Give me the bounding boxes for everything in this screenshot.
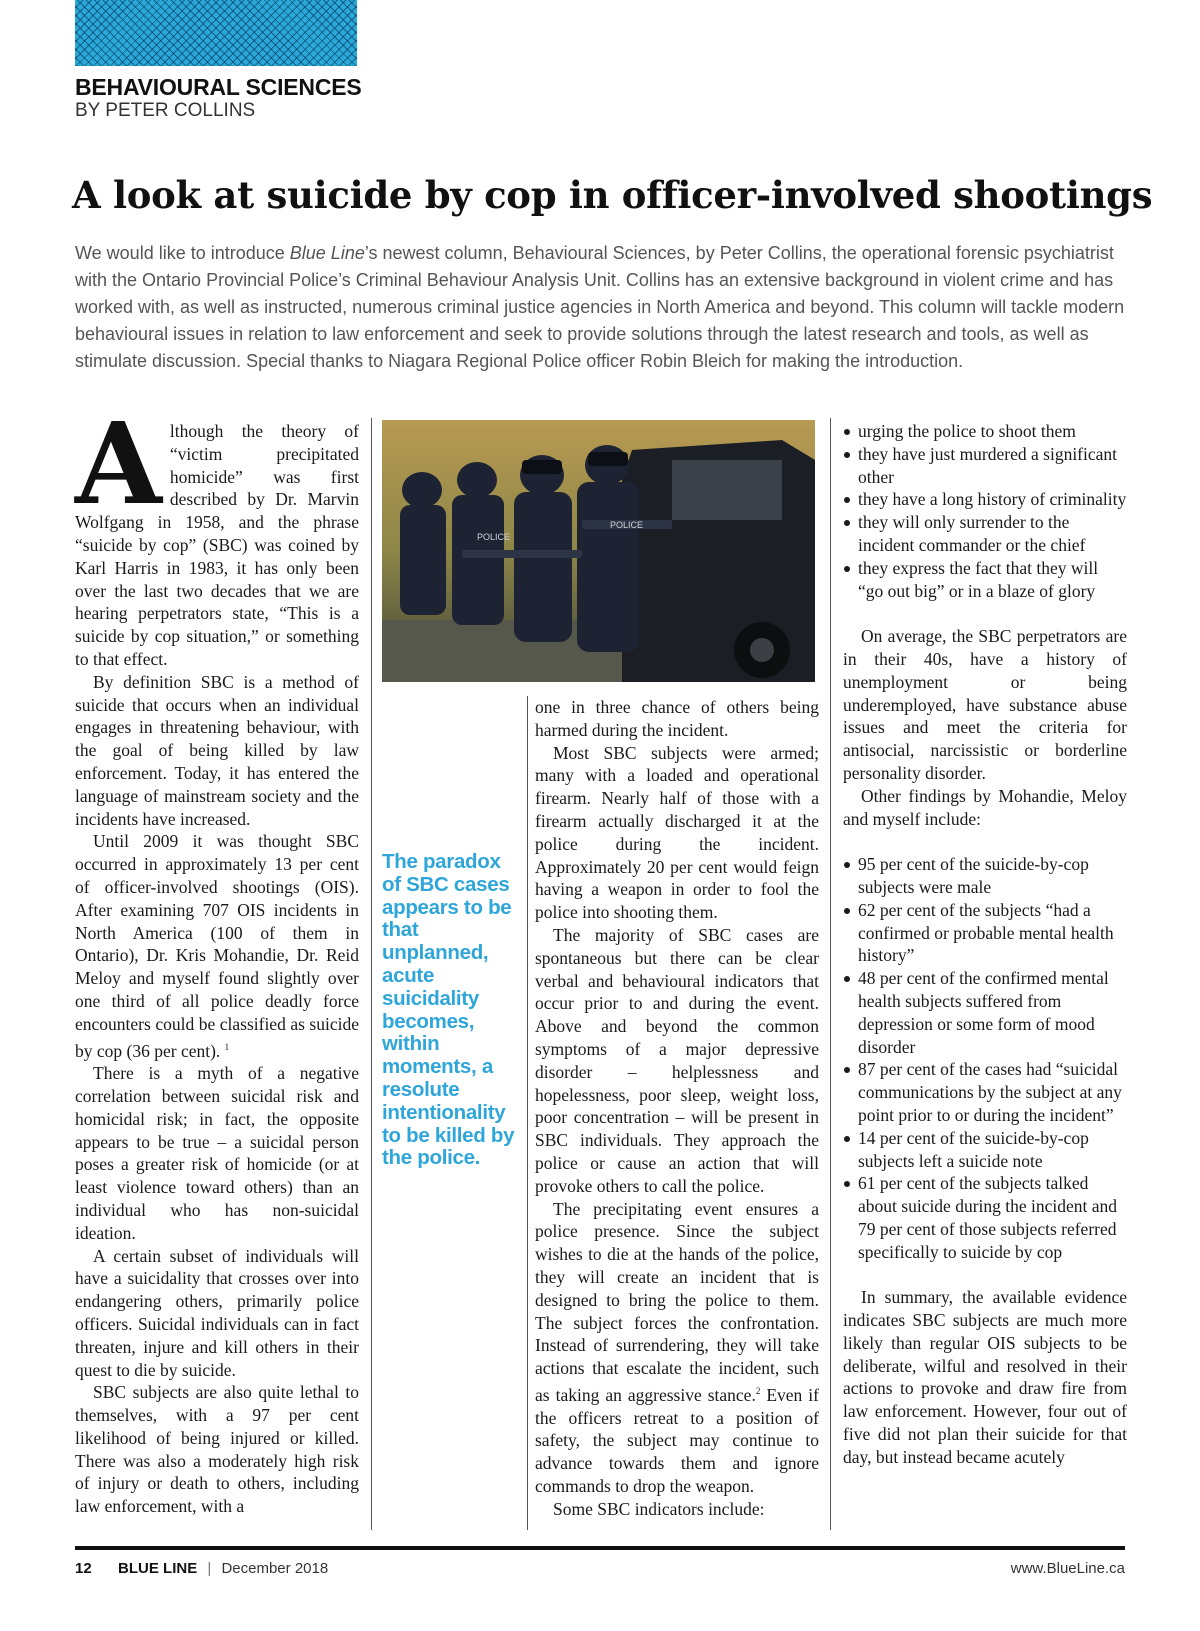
section-byline: BY PETER COLLINS [75, 100, 256, 121]
swat-team-photo [382, 420, 815, 682]
list-item: 14 per cent of the suicide-by-cop subjects left a suicide note [843, 1127, 1127, 1173]
paragraph-1 [75, 399, 359, 671]
pull-quote: The paradox of SBC cases appears to be that unplanned, acute suicidality becomes, within moments, a resolute intentionality to be killed by the police. [382, 850, 515, 1170]
paragraph-10 [535, 1198, 819, 1498]
paragraph-2: By definition SBC is a method of suicide that occurs when an individual engages in threatening behaviour, with the goal of being killed by law enforcement. Today, it has entered the language of mainstream society and the incidents have increased. [75, 671, 359, 829]
paragraph-10-text-a: The precipitating event ensures a police presence. Since the subject wishes to die at the hands of the police, they will create an incident that is designed to bring the police to them. The subject forces the confrontation. Instead of surrendering, they will take actions that escalate the incident, such as taking an aggressive stance. [535, 1198, 819, 1405]
footnote-ref-2: 2 [755, 1385, 761, 1396]
intro-text-start: We would like to introduce [75, 243, 290, 263]
vest-label-right: POLICE [610, 520, 644, 530]
footer-left [75, 1560, 328, 1577]
footnote-ref-1: 1 [224, 1041, 230, 1052]
paragraph-8: Most SBC subjects were armed; many with a loaded and operational firearm. Nearly half of those with a firearm actually discharged it at the police during the incident. Approximately 20 per cent would feign having a weapon in order to fool the police into shooting them. [535, 742, 819, 923]
paragraph-3-text: Until 2009 it was thought SBC occurred in approximately 13 per cent of officer-involved shootings (OIS). After examining 707 OIS incidents in North America (100 of them in Ontario), Dr. Kris Mohandie, Dr. Reid Meloy and myself found slightly over one third of all police deadly force encounters could be classified as suicide by cop (36 per cent). [75, 831, 359, 1061]
list-item: 61 per cent of the subjects talked about suicide during the incident and 79 per cent of those subjects referred specifically to suicide by cop [843, 1172, 1127, 1263]
paragraph-7: one in three chance of others being harmed during the incident. [535, 697, 819, 740]
footer-website[interactable]: www.BlueLine.ca [1010, 1560, 1125, 1577]
section-title: BEHAVIOURAL SCIENCES [75, 74, 362, 100]
article-column-1 [75, 399, 359, 1518]
article-column-3 [535, 696, 819, 1521]
list-item: 95 per cent of the suicide-by-cop subjects were male [843, 853, 1127, 899]
paragraph-1-text: lthough the theory of “victim precipitated homicide” was first described by Dr. Marvin Wolfgang in 1958, and the phrase “suicide by cop” (SBC) was coined by Karl Harris in 1983, it has only been over the last two decades that we are hearing perpetrators state, “This is a suicide by cop situation,” or something to that effect. [75, 421, 359, 669]
list-item: they express the fact that they will “go out big” or in a blaze of glory [843, 557, 1127, 603]
article-headline: A look at suicide by cop in officer-involved shootings [72, 173, 1153, 217]
intro-text-rest: ’s newest column, Behavioural Sciences, by Peter Collins, the operational forensic psychiatrist with the Ontario Provincial Police’s Criminal Behaviour Analysis Unit. Collins has an extensive background in violent crime and has worked with, as well as instructed, numerous criminal justice agencies in North America and beyond. This column will tackle modern behavioural issues in relation to law enforcement and seek to provide solutions through the latest research and tools, as well as stimulate discussion. Special thanks to Niagara Regional Police officer Robin Bleich for making the introduction. [75, 243, 1125, 371]
intro-publication-name: Blue Line [289, 243, 365, 263]
list-item: they have just murdered a significant other [843, 443, 1127, 489]
swat-team-illustration [382, 420, 815, 682]
list-item: urging the police to shoot them [843, 420, 1127, 443]
footer-separator: | [207, 1560, 212, 1577]
intro-paragraph [75, 240, 1125, 375]
paragraph-14: In summary, the available evidence indicates SBC subjects are much more likely than regular OIS subjects to be deliberate, wilful and resolved in their actions to provoke and draw fire from law enforcement. However, four out of five did not plan their suicide for that day, but instead became acutely [843, 1287, 1127, 1467]
list-item: they will only surrender to the incident commander or the chief [843, 511, 1127, 557]
footer-issue-date: December 2018 [221, 1560, 329, 1577]
footer-publication: BLUE LINE [118, 1560, 198, 1577]
column-divider-1 [371, 418, 372, 1530]
footer-rule [75, 1546, 1125, 1550]
list-item: they have a long history of criminality [843, 488, 1127, 511]
page-number: 12 [75, 1560, 92, 1577]
list-item: 62 per cent of the subjects “had a confirmed or probable mental health history” [843, 899, 1127, 967]
sbc-indicators-list [843, 420, 1127, 602]
paragraph-6: SBC subjects are also quite lethal to themselves, with a 97 per cent likelihood of being injured or killed. There was also a moderately high risk of injury or death to others, including law enforcement, with a [75, 1382, 359, 1517]
article-column-4 [843, 420, 1127, 1469]
paragraph-12: On average, the SBC perpetrators are in their 40s, have a history of unemployment or being underemployed, have substance abuse issues and meet the criteria for antisocial, narcissistic or borderline personality disorder. [843, 626, 1127, 783]
drop-cap: A [75, 399, 162, 530]
list-item: 48 per cent of the confirmed mental health subjects suffered from depression or some form of mood disorder [843, 967, 1127, 1058]
vest-label-left: POLICE [477, 532, 511, 542]
list-item: 87 per cent of the cases had “suicidal communications by the subject at any point prior to or during the incident” [843, 1058, 1127, 1126]
header-pattern-block [75, 0, 357, 66]
column-divider-2 [527, 696, 528, 1530]
paragraph-3 [75, 830, 359, 1062]
paragraph-13: Other findings by Mohandie, Meloy and myself include: [843, 785, 1127, 829]
column-divider-3 [830, 418, 831, 1530]
paragraph-9: The majority of SBC cases are spontaneous but there can be clear verbal and behavioural indicators that occur prior to and during the event. Above and beyond the common symptoms of a major depressive disorder – helplessness and hopelessness, poor sleep, weight loss, poor concentration – will be present in SBC individuals. They approach the police or cause an action that will provoke others to call the police. [535, 924, 819, 1196]
paragraph-5: A certain subset of individuals will have a suicidality that crosses over into endangering others, primarily police officers. Suicidal individuals can in fact threaten, injure and kill others in their quest to die by suicide. [75, 1245, 359, 1380]
paragraph-10-text-b: Even if the officers retreat to a position of safety, the subject may continue to advance towards them and ignore commands to drop the weapon. [535, 1384, 819, 1496]
paragraph-11: Some SBC indicators include: [553, 1498, 765, 1519]
findings-list [843, 853, 1127, 1263]
paragraph-4: There is a myth of a negative correlation between suicidal risk and homicidal risk; in fact, the opposite appears to be true – a suicidal person poses a greater risk of homicide (or at least violence toward others) than an individual who has non-suicidal ideation. [75, 1063, 359, 1243]
